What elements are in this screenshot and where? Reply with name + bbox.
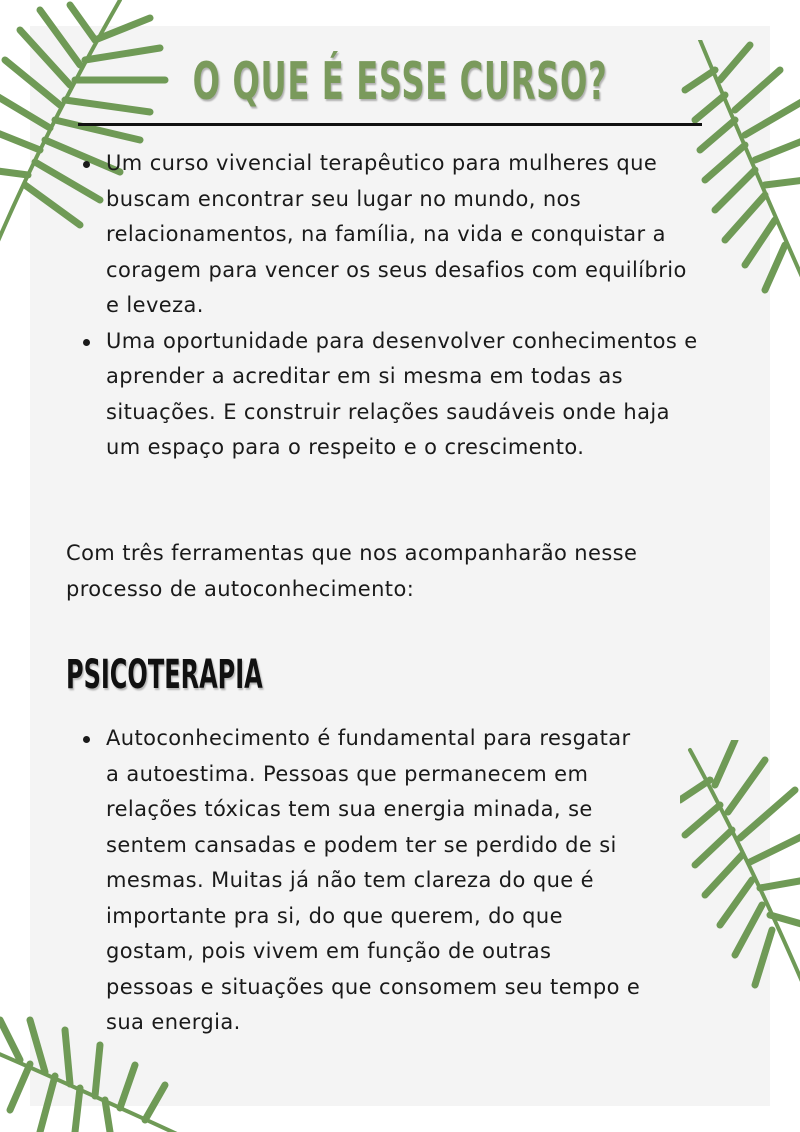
- list-item: Uma oportunidade para desenvolver conhecimentos e aprender a acreditar em si mesma em todas as situações. E construir relações saudáveis onde haja um espaço para o respeito e o crescimento.: [106, 324, 706, 466]
- intro-paragraph: Com três ferramentas que nos acompanharão nesse processo de autoconhecimento:: [66, 541, 638, 601]
- title-divider: [78, 123, 702, 126]
- course-description-list: [106, 146, 706, 466]
- psicoterapia-list: [106, 721, 646, 1041]
- section-title: PSICOTERAPIA: [66, 652, 263, 698]
- page-title: O QUE É ESSE CURSO?: [192, 52, 608, 112]
- list-item: Um curso vivencial terapêutico para mulheres que buscam encontrar seu lugar no mundo, nos relacionamentos, na família, na vida e conquistar a coragem para vencer os seus desafios com equilíbrio e leveza.: [106, 146, 706, 324]
- list-item: Autoconhecimento é fundamental para resgatar a autoestima. Pessoas que permanecem em relações tóxicas tem sua energia minada, se sentem cansadas e podem ter se perdido de si mesmas. Muitas já não tem clareza do que é importante pra si, do que querem, do que gostam, pois vivem em função de outras pessoas e situações que consomem seu tempo e sua energia.: [106, 721, 646, 1041]
